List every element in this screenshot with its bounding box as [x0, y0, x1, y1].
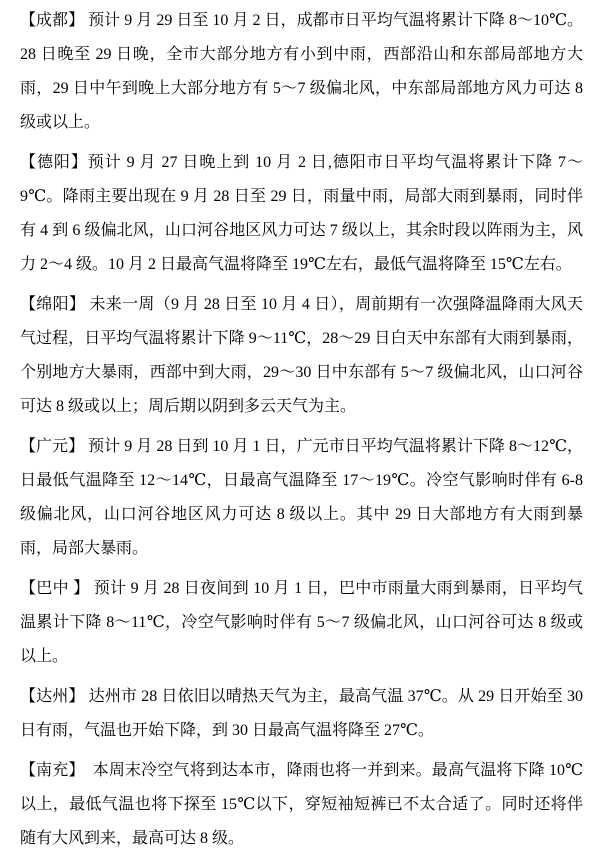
forecast-paragraph-mianyang: [20, 288, 583, 424]
city-label-mianyang: 【绵阳】: [20, 296, 86, 313]
forecast-text-dazhou: 达州市 28 日依旧以晴热天气为主，最高气温 37℃。从 29 日开始至 30 日有雨，气温也开始下降，到 30 日最高气温将降至 27℃。: [20, 688, 587, 739]
city-label-deyang: 【德阳】: [20, 154, 88, 171]
city-label-chengdu: 【成都】: [20, 12, 85, 29]
forecast-text-chengdu: 预计 9 月 29 日至 10 月 2 日，成都市日平均气温将累计下降 8～10℃。28 日晚至 29 日晚，全市大部分地方有小到中雨，西部沿山和东部局部地方大雨，29 日中午到晚上大部分地方有 5～7 级偏北风，中东部局部地方风力可达 8 级或以上。: [20, 12, 587, 131]
city-label-dazhou: 【达州】: [20, 688, 85, 705]
forecast-text-deyang: 预计 9 月 27 日晚上到 10 月 2 日,德阳市日平均气温将累计下降 7～9℃。降雨主要出现在 9 月 28 日至 29 日，雨量中雨，局部大雨到暴雨，同时伴有 4 到 6 级偏北风，山口河谷地区风力可达 7 级以上，其余时段以阵雨为主，风力 2～4 级。10 月 2 日最高气温将降至 19℃左右，最低气温将降至 15℃左右。: [20, 154, 583, 273]
forecast-text-guangyuan: 预计 9 月 28 日到 10 月 1 日，广元市日平均气温将累计下降 8～12℃，日最低气温降至 12～14℃，日最高气温降至 17～19℃。冷空气影响时伴有 6-8 级偏北风，山口河谷地区风力可达 8 级以上。其中 29 日大部地方有大雨到暴雨，局部大暴雨。: [20, 438, 587, 557]
forecast-paragraph-guangyuan: [20, 430, 587, 566]
city-label-guangyuan: 【广元】: [20, 438, 85, 455]
forecast-paragraph-bazhong: [20, 572, 583, 674]
forecast-paragraph-nanchong: [20, 754, 583, 856]
forecast-paragraph-dazhou: [20, 680, 587, 748]
forecast-text-bazhong: 预计 9 月 28 日夜间到 10 月 1 日，巴中市雨量大雨到暴雨，日平均气温累计下降 8～11℃，冷空气影响时伴有 5～7 级偏北风，山口河谷可达 8 级或以上。: [20, 580, 583, 665]
forecast-text-mianyang: 未来一周（9 月 28 日至 10 月 4 日），周前期有一次强降温降雨大风天气过程，日平均气温将累计下降 9～11℃，28～29 日白天中东部有大雨到暴雨，个别地方大暴雨，西部中到大雨，29～30 日中东部有 5～7 级偏北风，山口河谷可达 8 级或以上；周后期以阴到多云天气为主。: [20, 296, 583, 415]
forecast-paragraph-deyang: [20, 146, 583, 282]
city-label-bazhong: 【巴中 】: [20, 580, 90, 597]
forecast-paragraph-chengdu: [20, 4, 587, 140]
forecast-text-nanchong: 本周末冷空气将到达本市，降雨也将一并到来。最高气温将下降 10℃以上，最低气温也将下探至 15℃以下，穿短袖短裤已不太合适了。同时还将伴随有大风到来，最高可达 8 级。: [20, 762, 583, 847]
city-label-nanchong: 【南充】: [20, 762, 77, 779]
weather-bulletin-document: [20, 4, 587, 856]
